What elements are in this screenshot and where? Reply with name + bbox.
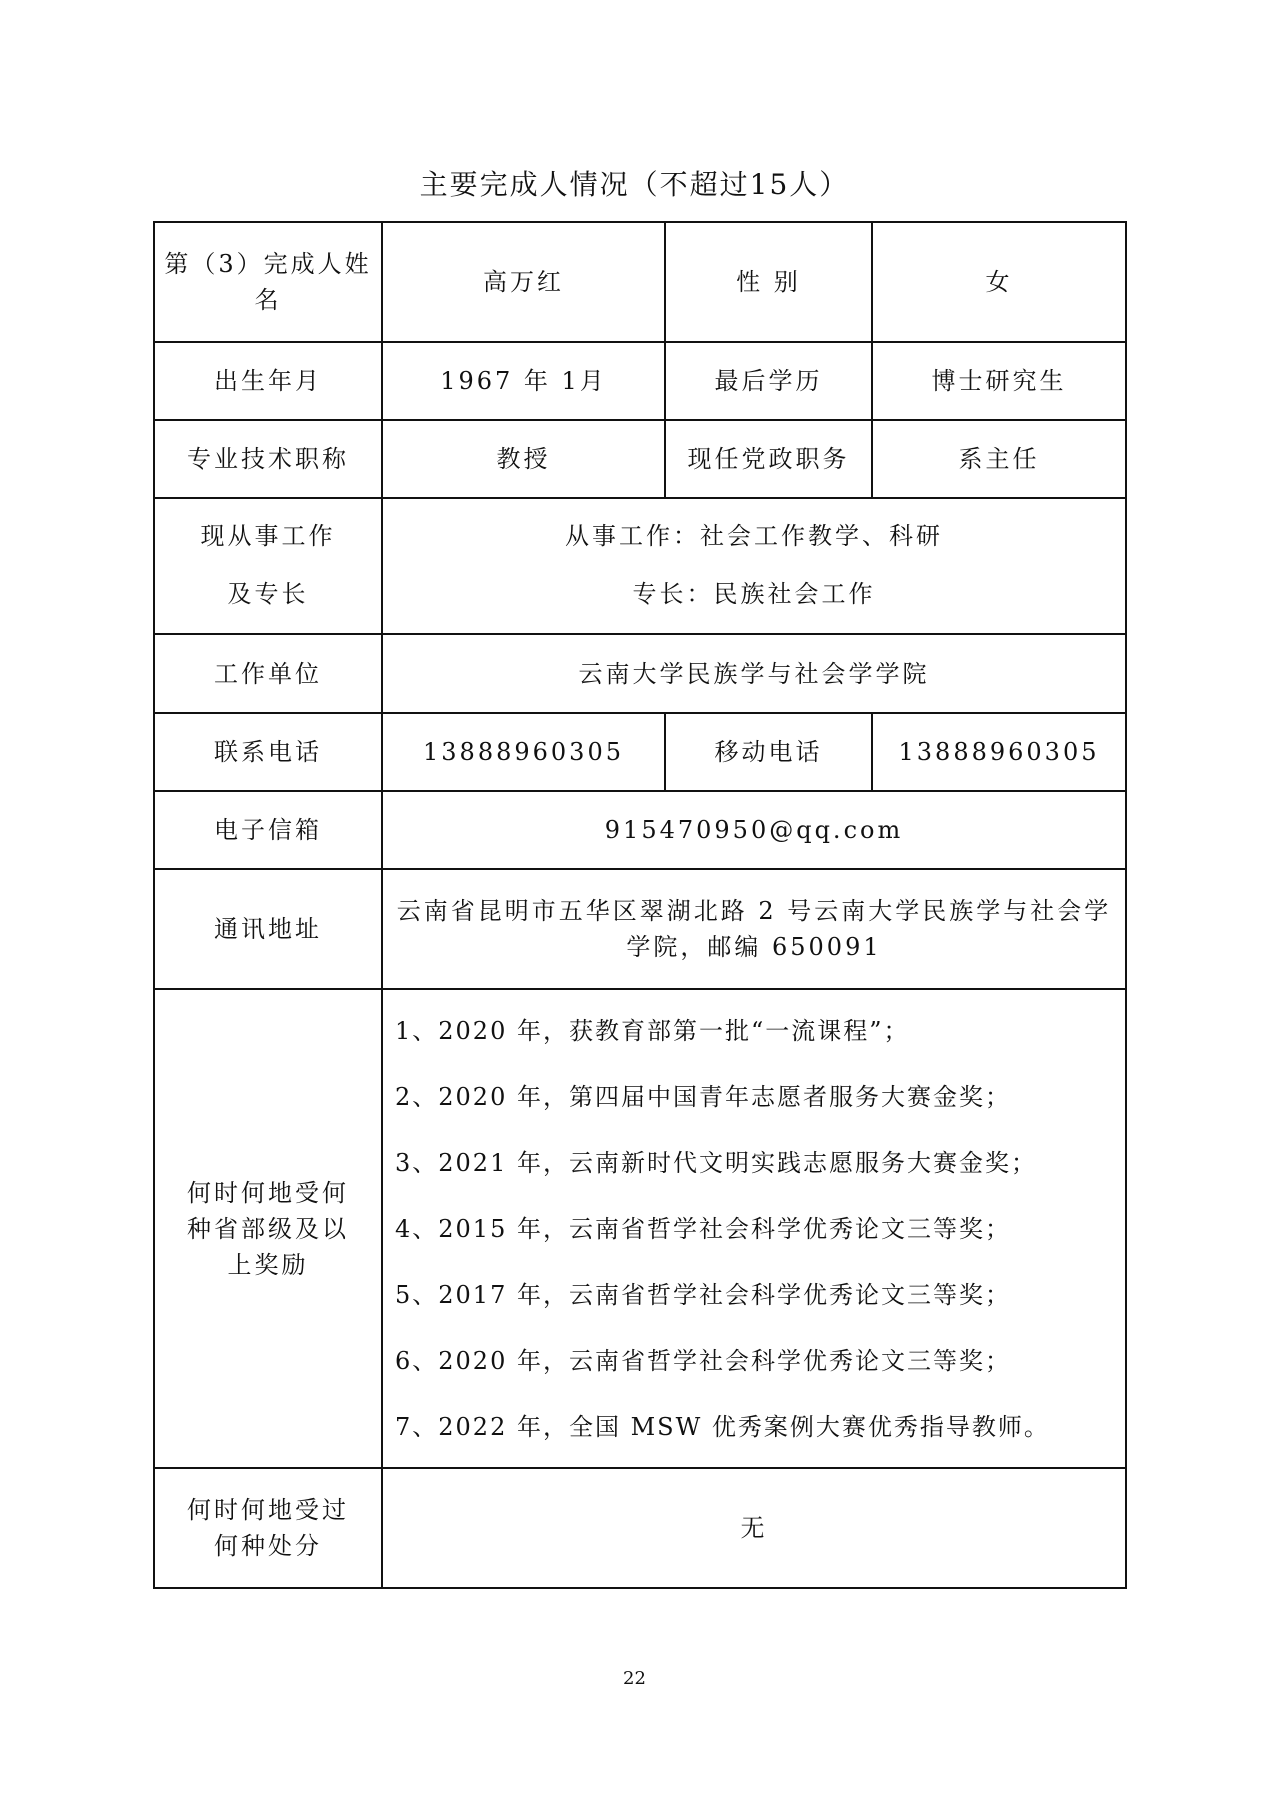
award-item: 6、2020 年，云南省哲学社会科学优秀论文三等奖； xyxy=(395,1346,1011,1375)
award-item: 2、2020 年，第四届中国青年志愿者服务大赛金奖； xyxy=(395,1082,1011,1111)
unit-label: 工作单位 xyxy=(154,634,382,713)
info-table xyxy=(153,221,1127,1589)
phone-label: 联系电话 xyxy=(154,713,382,791)
awards-label: 何时何地受何种省部级及以上奖励 xyxy=(154,989,382,1468)
title-value: 教授 xyxy=(382,420,665,498)
work-label: 现从事工作及专长 xyxy=(154,498,382,634)
gender-value: 女 xyxy=(872,222,1126,342)
award-item: 3、2021 年，云南新时代文明实践志愿服务大赛金奖； xyxy=(395,1148,1037,1177)
page-title: 主要完成人情况（不超过15人） xyxy=(419,168,850,201)
work-value: 从事工作：社会工作教学、科研 xyxy=(565,522,943,551)
birth-value: 1967 年 1月 xyxy=(382,342,665,420)
post-label: 现任党政职务 xyxy=(665,420,872,498)
award-item: 4、2015 年，云南省哲学社会科学优秀论文三等奖； xyxy=(395,1214,1011,1243)
award-item: 1、2020 年，获教育部第一批“一流课程”； xyxy=(395,1016,910,1045)
page-number: 22 xyxy=(623,1668,646,1689)
address-label: 通讯地址 xyxy=(154,869,382,989)
address-value: 云南省昆明市五华区翠湖北路 2 号云南大学民族学与社会学学院，邮编 650091 xyxy=(382,869,1126,989)
punish-value: 无 xyxy=(382,1468,1126,1588)
post-value: 系主任 xyxy=(872,420,1126,498)
mobile-value: 13888960305 xyxy=(872,713,1126,791)
award-item: 7、2022 年，全国 MSW 优秀案例大赛优秀指导教师。 xyxy=(395,1412,1050,1441)
specialty-value: 专长：民族社会工作 xyxy=(632,580,876,608)
title-label: 专业技术职称 xyxy=(154,420,382,498)
birth-label: 出生年月 xyxy=(154,342,382,420)
edu-label: 最后学历 xyxy=(665,342,872,420)
punish-label: 何时何地受过何种处分 xyxy=(154,1468,382,1588)
mobile-label: 移动电话 xyxy=(665,713,872,791)
name-value: 高万红 xyxy=(382,222,665,342)
phone-value: 13888960305 xyxy=(382,713,665,791)
unit-value: 云南大学民族学与社会学学院 xyxy=(382,634,1126,713)
awards-list xyxy=(382,989,1126,1468)
email-value: 915470950@qq.com xyxy=(382,791,1126,869)
name-label: 第（3）完成人姓名 xyxy=(154,222,382,342)
edu-value: 博士研究生 xyxy=(872,342,1126,420)
email-label: 电子信箱 xyxy=(154,791,382,869)
award-item: 5、2017 年，云南省哲学社会科学优秀论文三等奖； xyxy=(395,1280,1011,1309)
gender-label: 性 别 xyxy=(665,222,872,342)
